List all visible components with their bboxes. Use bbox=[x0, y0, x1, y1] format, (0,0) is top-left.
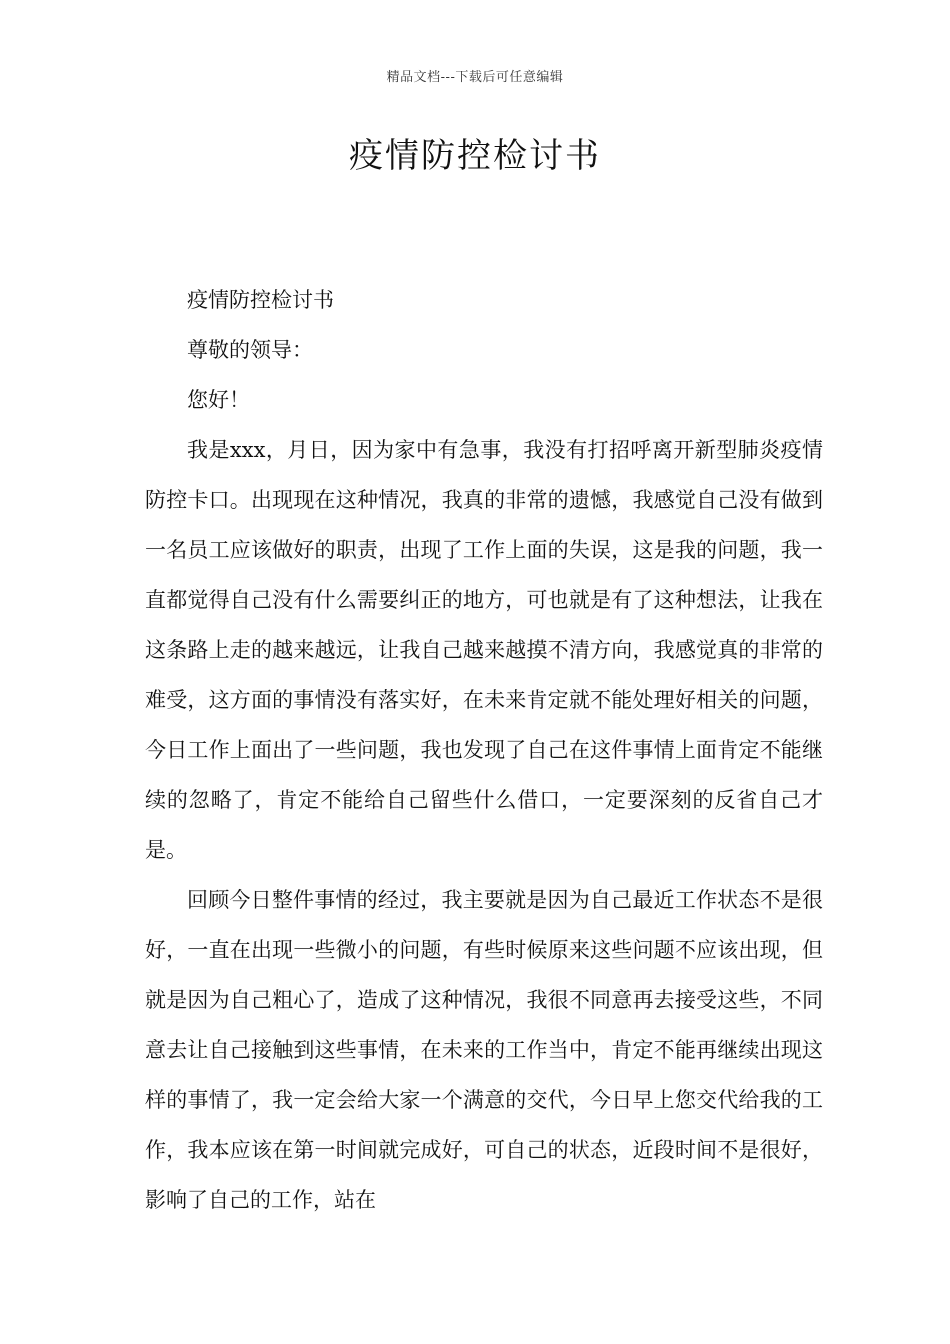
document-body bbox=[145, 275, 823, 1225]
paragraph-body-2: 回顾今日整件事情的经过，我主要就是因为自己最近工作状态不是很好，一直在出现一些微小的问题，有些时候原来这些问题不应该出现，但就是因为自己粗心了，造成了这种情况，我很不同意再去接受这些，不同意去让自己接触到这些事情，在未来的工作当中，肯定不能再继续出现这样的事情了，我一定会给大家一个满意的交代，今日早上您交代给我的工作，我本应该在第一时间就完成好，可自己的状态，近段时间不是很好，影响了自己的工作，站在 bbox=[145, 888, 823, 1212]
paragraph-body-1: 我是xxx，月日，因为家中有急事，我没有打招呼离开新型肺炎疫情防控卡口。出现现在这种情况，我真的非常的遗憾，我感觉自己没有做到一名员工应该做好的职责，出现了工作上面的失误，这是我的问题，我一直都觉得自己没有什么需要纠正的地方，可也就是有了这种想法，让我在这条路上走的越来越远，让我自己越来越摸不清方向，我感觉真的非常的难受，这方面的事情没有落实好，在未来肯定就不能处理好相关的问题，今日工作上面出了一些问题，我也发现了自己在这件事情上面肯定不能继续的忽略了，肯定不能给自己留些什么借口，一定要深刻的反省自己才是。 bbox=[145, 438, 823, 862]
paragraph-salutation: 尊敬的领导： bbox=[187, 338, 313, 362]
paragraph-subtitle: 疫情防控检讨书 bbox=[187, 288, 334, 312]
paragraph-greeting: 您好！ bbox=[187, 388, 250, 412]
document-title: 疫情防控检讨书 bbox=[349, 136, 601, 176]
page-header-note: 精品文档---下载后可任意编辑 bbox=[386, 70, 564, 85]
